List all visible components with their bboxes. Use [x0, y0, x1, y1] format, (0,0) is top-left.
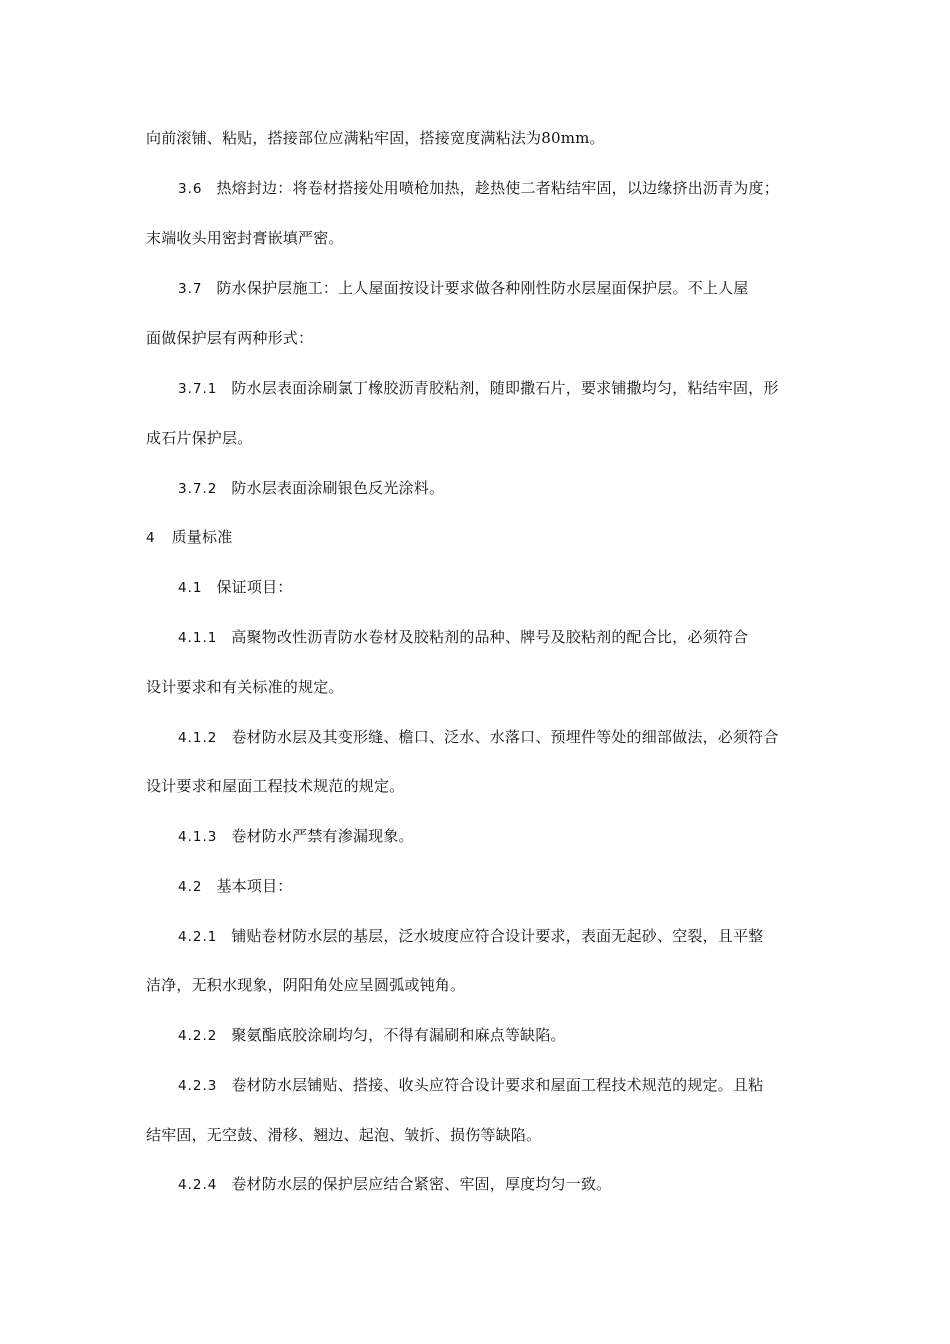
paragraph-line — [146, 428, 252, 448]
section-number: 4.2.2 — [178, 1028, 218, 1044]
line-text: 聚氨酯底胶涂刷均匀，不得有漏刷和麻点等缺陷。 — [231, 1026, 566, 1044]
section-4-2-2-line — [178, 1025, 566, 1046]
line-text: 卷材防水层及其变形缝、檐口、泛水、水落口、预埋件等处的细部做法，必须符合 — [231, 728, 779, 746]
line-text: 防水层表面涂刷氯丁橡胶沥青胶粘剂，随即撒石片，要求铺撒均匀，粘结牢固，形 — [231, 379, 779, 397]
line-text: 铺贴卷材防水层的基层，泛水坡度应符合设计要求，表面无起砂、空裂，且平整 — [231, 927, 764, 945]
section-4-2-line — [178, 876, 293, 897]
section-number: 4 — [146, 530, 156, 546]
section-number: 3.6 — [178, 181, 203, 197]
section-4-2-4-line — [178, 1174, 611, 1195]
section-4-1-1-line — [178, 627, 748, 648]
section-3-7-line — [178, 278, 749, 299]
line-text: 热熔封边：将卷材搭接处用喷枪加热，趁热使二者粘结牢固，以边缘挤出沥青为度； — [216, 179, 779, 197]
paragraph-line — [146, 228, 344, 248]
line-text: 卷材防水层的保护层应结合紧密、牢固，厚度均匀一致。 — [231, 1175, 612, 1193]
section-3-7-1-line — [178, 378, 779, 399]
section-4-heading — [146, 527, 232, 548]
section-3-6-line — [178, 178, 779, 199]
section-number: 4.2.3 — [178, 1078, 218, 1094]
heading-text: 质量标准 — [171, 528, 233, 546]
section-number: 4.2 — [178, 879, 203, 895]
line-text: 卷材防水严禁有渗漏现象。 — [231, 827, 414, 845]
line-text: 卷材防水层铺贴、搭接、收头应符合设计要求和屋面工程技术规范的规定。且粘 — [231, 1076, 764, 1094]
line-text: 成石片保护层。 — [146, 429, 253, 447]
line-text: 结牢固，无空鼓、滑移、翘边、起泡、皱折、损伤等缺陷。 — [146, 1126, 542, 1144]
line-text: 基本项目： — [216, 877, 293, 895]
section-number: 4.1.1 — [178, 630, 218, 646]
section-number: 4.1.3 — [178, 829, 218, 845]
line-text: 防水层表面涂刷银色反光涂料。 — [231, 479, 445, 497]
section-number: 3.7 — [178, 281, 203, 297]
paragraph-line — [146, 975, 465, 995]
line-text: 防水保护层施工：上人屋面按设计要求做各种刚性防水层屋面保护层。不上人屋 — [216, 279, 749, 297]
section-number: 3.7.2 — [178, 481, 218, 497]
paragraph-line — [146, 1125, 541, 1145]
line-text: 洁净，无积水现象，阴阳角处应呈圆弧或钝角。 — [146, 976, 466, 994]
paragraph-line — [146, 128, 605, 148]
line-text: 设计要求和有关标准的规定。 — [146, 678, 344, 696]
section-4-2-3-line — [178, 1075, 763, 1096]
section-number: 4.2.4 — [178, 1177, 218, 1193]
paragraph-line — [146, 776, 404, 796]
section-number: 4.2.1 — [178, 929, 218, 945]
line-text: 向前滚铺、粘贴，搭接部位应满粘牢固，搭接宽度满粘法为80mm。 — [146, 129, 605, 147]
paragraph-line — [146, 328, 313, 348]
section-number: 4.1.2 — [178, 730, 218, 746]
paragraph-line — [146, 677, 344, 697]
section-4-1-line — [178, 577, 293, 598]
line-text: 保证项目： — [216, 578, 293, 596]
section-4-2-1-line — [178, 926, 763, 947]
line-text: 高聚物改性沥青防水卷材及胶粘剂的品种、牌号及胶粘剂的配合比，必须符合 — [231, 628, 749, 646]
section-number: 3.7.1 — [178, 381, 218, 397]
line-text: 设计要求和屋面工程技术规范的规定。 — [146, 777, 405, 795]
section-3-7-2-line — [178, 478, 444, 499]
section-4-1-3-line — [178, 826, 414, 847]
section-number: 4.1 — [178, 580, 203, 596]
line-text: 末端收头用密封膏嵌填严密。 — [146, 229, 344, 247]
line-text: 面做保护层有两种形式： — [146, 329, 314, 347]
section-4-1-2-line — [178, 727, 779, 748]
